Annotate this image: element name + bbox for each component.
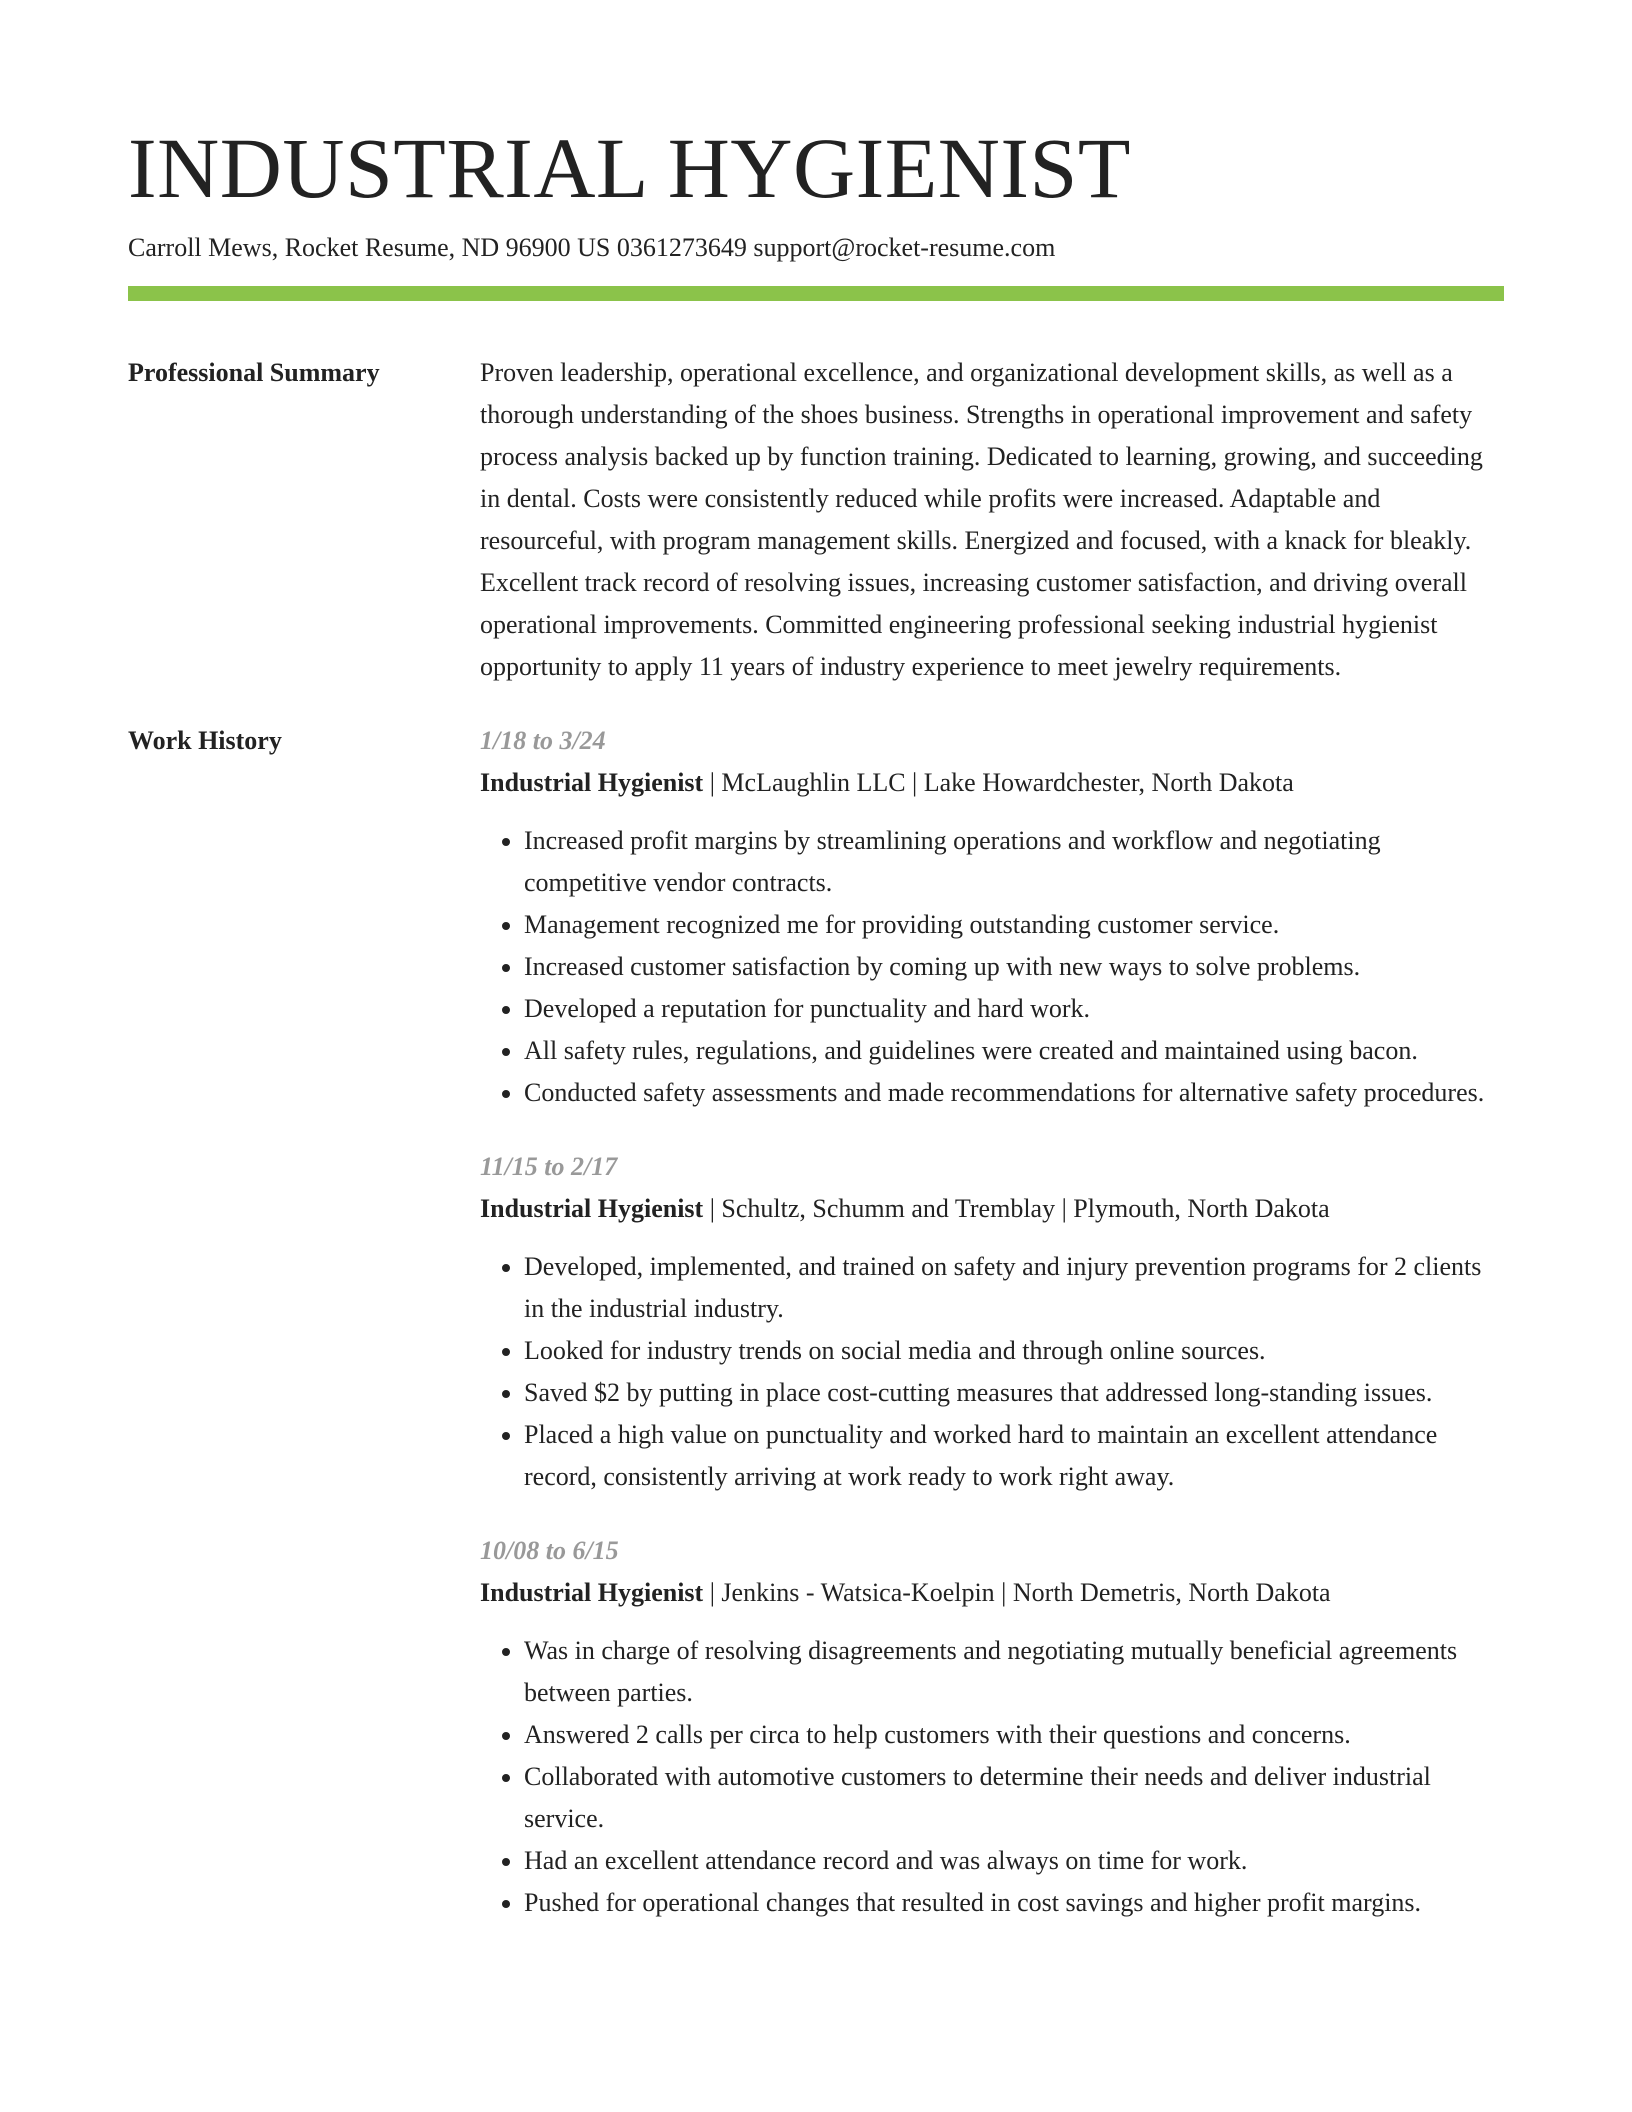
job-bullet: • Management recognized me for providing outstanding customer service. — [524, 904, 1504, 946]
job-bullet: • Answered 2 calls per circa to help customers with their questions and concerns. — [524, 1714, 1504, 1756]
job-heading — [480, 1572, 1504, 1614]
job-bullet: • Conducted safety assessments and made recommendations for alternative safety procedures. — [524, 1072, 1504, 1114]
job-entry — [480, 1146, 1504, 1498]
job-bullet: • Had an excellent attendance record and was always on time for work. — [524, 1840, 1504, 1882]
professional-summary-section — [128, 352, 1504, 688]
job-bullet: • All safety rules, regulations, and guidelines were created and maintained using bacon. — [524, 1030, 1504, 1072]
job-dates: 10/08 to 6/15 — [480, 1536, 619, 1565]
job-bullet: • Developed a reputation for punctuality and hard work. — [524, 988, 1504, 1030]
summary-body — [480, 352, 1504, 688]
job-details: | Schultz, Schumm and Tremblay | Plymouth, North Dakota — [703, 1194, 1330, 1223]
job-title: Industrial Hygienist — [480, 1194, 704, 1223]
job-bullet: • Increased profit margins by streamlining operations and workflow and negotiating competitive vendor contracts. — [524, 820, 1504, 904]
job-heading — [480, 762, 1504, 804]
job-heading — [480, 1188, 1504, 1230]
header-divider — [128, 286, 1504, 301]
job-bullet: • Increased customer satisfaction by coming up with new ways to solve problems. — [524, 946, 1504, 988]
job-dates: 11/15 to 2/17 — [480, 1152, 618, 1181]
resume-content — [128, 352, 1504, 1956]
job-title: Industrial Hygienist — [480, 1578, 704, 1607]
contact-info: Carroll Mews, Rocket Resume, ND 96900 US 0361273649 support@rocket-resume.com — [128, 233, 1056, 262]
job-title: Industrial Hygienist — [480, 768, 704, 797]
job-entry — [480, 1530, 1504, 1924]
job-bullet: • Saved $2 by putting in place cost-cutting measures that addressed long-standing issues. — [524, 1372, 1504, 1414]
job-details: | Jenkins - Watsica-Koelpin | North Demetris, North Dakota — [703, 1578, 1331, 1607]
section-label-work: Work History — [128, 726, 282, 755]
job-bullet: • Looked for industry trends on social media and through online sources. — [524, 1330, 1504, 1372]
job-bullet: • Was in charge of resolving disagreements and negotiating mutually beneficial agreements between parties. — [524, 1630, 1504, 1714]
summary-text: Proven leadership, operational excellence, and organizational development skills, as well as a thorough understanding of the shoes business. Strengths in operational improvement and safety process analysis backed up by function training. Dedicated to learning, growing, and succeeding in dental. Costs were consistently reduced while profits were increased. Adaptable and resourceful, with program management skills. Energized and focused, with a knack for bleakly. Excellent track record of resolving issues, increasing customer satisfaction, and driving overall operational improvements. Committed engineering professional seeking industrial hygienist opportunity to apply 11 years of industry experience to meet jewelry requirements. — [480, 358, 1483, 681]
section-label-summary: Professional Summary — [128, 358, 380, 387]
job-bullet: • Pushed for operational changes that resulted in cost savings and higher profit margins. — [524, 1882, 1504, 1924]
job-dates: 1/18 to 3/24 — [480, 726, 606, 755]
job-bullets — [480, 1630, 1504, 1924]
job-bullet: • Developed, implemented, and trained on safety and injury prevention programs for 2 clients in the industrial industry. — [524, 1246, 1504, 1330]
job-bullets — [480, 1246, 1504, 1498]
work-body — [480, 720, 1504, 1924]
job-details: | McLaughlin LLC | Lake Howardchester, North Dakota — [703, 768, 1294, 797]
resume-title: INDUSTRIAL HYGIENIST — [128, 120, 1131, 216]
job-entry — [480, 720, 1504, 1114]
job-bullet: • Placed a high value on punctuality and worked hard to maintain an excellent attendance record, consistently arriving at work ready to work right away. — [524, 1414, 1504, 1498]
job-bullet: • Collaborated with automotive customers to determine their needs and deliver industrial service. — [524, 1756, 1504, 1840]
work-history-section — [128, 720, 1504, 1924]
job-bullets — [480, 820, 1504, 1114]
